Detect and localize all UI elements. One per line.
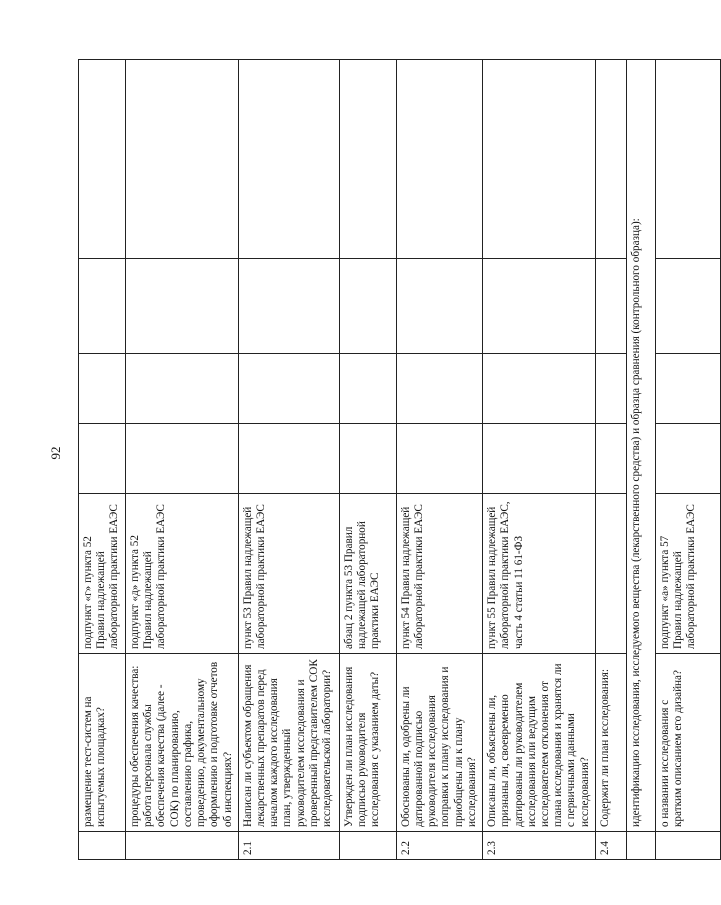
answer-yes-cell — [655, 424, 720, 494]
question-cell: Утвержден ли план исследования подписью руководителя исследования с указанием даты? — [339, 654, 396, 832]
answer-na-cell — [595, 259, 626, 354]
question-cell: о названии исследования с кратким описанием его дизайна? — [655, 654, 720, 832]
answer-no-cell — [238, 354, 339, 424]
row-number-cell — [339, 832, 396, 860]
answer-yes-cell — [396, 424, 482, 494]
answer-na-cell — [339, 259, 396, 354]
answer-no-cell — [79, 354, 126, 424]
reference-cell: пункт 53 Правил надлежащей лабораторной практики ЕАЭС — [238, 494, 339, 654]
comment-cell — [595, 60, 626, 259]
row-number-cell — [626, 832, 655, 860]
answer-yes-cell — [339, 424, 396, 494]
reference-cell: пункт 55 Правил надлежащей лабораторной практики ЕАЭС, часть 4 статьи 11 61-ФЗ — [483, 494, 596, 654]
table-row — [79, 60, 126, 860]
row-number-cell: 2.2 — [396, 832, 482, 860]
reference-cell: подпункт «а» пункта 57 Правил надлежащей лабораторной практики ЕАЭС — [655, 494, 720, 654]
question-cell: Обоснованы ли, одобрены ли датированной подписью руководителя исследования поправки к плану исследования и приобщены ли к плану исследования? — [396, 654, 482, 832]
question-cell: Написан ли субъектом обращения лекарственных препаратов перед началом каждого исследования план, утвержденный руководителем исследования и проверенный представителем СОК исследовательской лаборатории? — [238, 654, 339, 832]
checklist-table — [78, 59, 721, 860]
answer-yes-cell — [79, 424, 126, 494]
answer-no-cell — [483, 354, 596, 424]
answer-na-cell — [126, 259, 239, 354]
table-row — [126, 60, 239, 860]
reference-cell: абзац 2 пункта 53 Правил надлежащей лабораторной практики ЕАЭС — [339, 494, 396, 654]
answer-no-cell — [126, 354, 239, 424]
comment-cell — [396, 60, 482, 259]
comment-cell — [483, 60, 596, 259]
answer-na-cell — [655, 259, 720, 354]
checklist-table-container — [78, 60, 698, 860]
answer-no-cell — [655, 354, 720, 424]
row-number-cell — [79, 832, 126, 860]
reference-cell: подпункт «г» пункта 52 Правил надлежащей лабораторной практики ЕАЭС — [79, 494, 126, 654]
comment-cell — [238, 60, 339, 259]
question-cell: Содержит ли план исследования: — [595, 654, 626, 832]
row-number-cell: 2.3 — [483, 832, 596, 860]
answer-na-cell — [238, 259, 339, 354]
page-number: 92 — [48, 446, 63, 460]
answer-na-cell — [483, 259, 596, 354]
row-number-cell: 2.1 — [238, 832, 339, 860]
answer-yes-cell — [595, 424, 626, 494]
table-row — [396, 60, 482, 860]
answer-no-cell — [339, 354, 396, 424]
answer-na-cell — [79, 259, 126, 354]
answer-yes-cell — [238, 424, 339, 494]
answer-yes-cell — [126, 424, 239, 494]
question-cell: процедуры обеспечения качества: работа персонала службы обеспечения качества (далее - СОК) по планированию, составлению графика, проведению, документальному оформлению и подготовке отчетов об инспекциях? — [126, 654, 239, 832]
answer-na-cell — [396, 259, 482, 354]
answer-no-cell — [396, 354, 482, 424]
reference-cell: подпункт «д» пункта 52 Правил надлежащей лабораторной практики ЕАЭС — [126, 494, 239, 654]
question-cell: размещение тест-систем на испытуемых площадках? — [79, 654, 126, 832]
table-row — [238, 60, 339, 860]
table-row — [483, 60, 596, 860]
row-number-cell — [126, 832, 239, 860]
rotated-table-frame — [78, 60, 698, 860]
answer-yes-cell — [483, 424, 596, 494]
row-number-cell: 2.4 — [595, 832, 626, 860]
comment-cell — [655, 60, 720, 259]
table-row — [655, 60, 720, 860]
merged-subheading-cell: идентификацию исследования, исследуемого вещества (лекарственного средства) и образца сравнения (контрольного образца): — [626, 60, 655, 832]
reference-cell — [595, 494, 626, 654]
table-row — [626, 60, 655, 860]
row-number-cell — [655, 832, 720, 860]
table-row — [339, 60, 396, 860]
answer-no-cell — [595, 354, 626, 424]
question-cell: Описаны ли, объяснены ли, признаны ли, своевременно датированы ли руководителем исследования или ведущим исследователем отклонения от плана исследования и хранятся ли с первичными данными исследования? — [483, 654, 596, 832]
reference-cell: пункт 54 Правил надлежащей лабораторной практики ЕАЭС — [396, 494, 482, 654]
table-row — [595, 60, 626, 860]
comment-cell — [339, 60, 396, 259]
comment-cell — [126, 60, 239, 259]
comment-cell — [79, 60, 126, 259]
